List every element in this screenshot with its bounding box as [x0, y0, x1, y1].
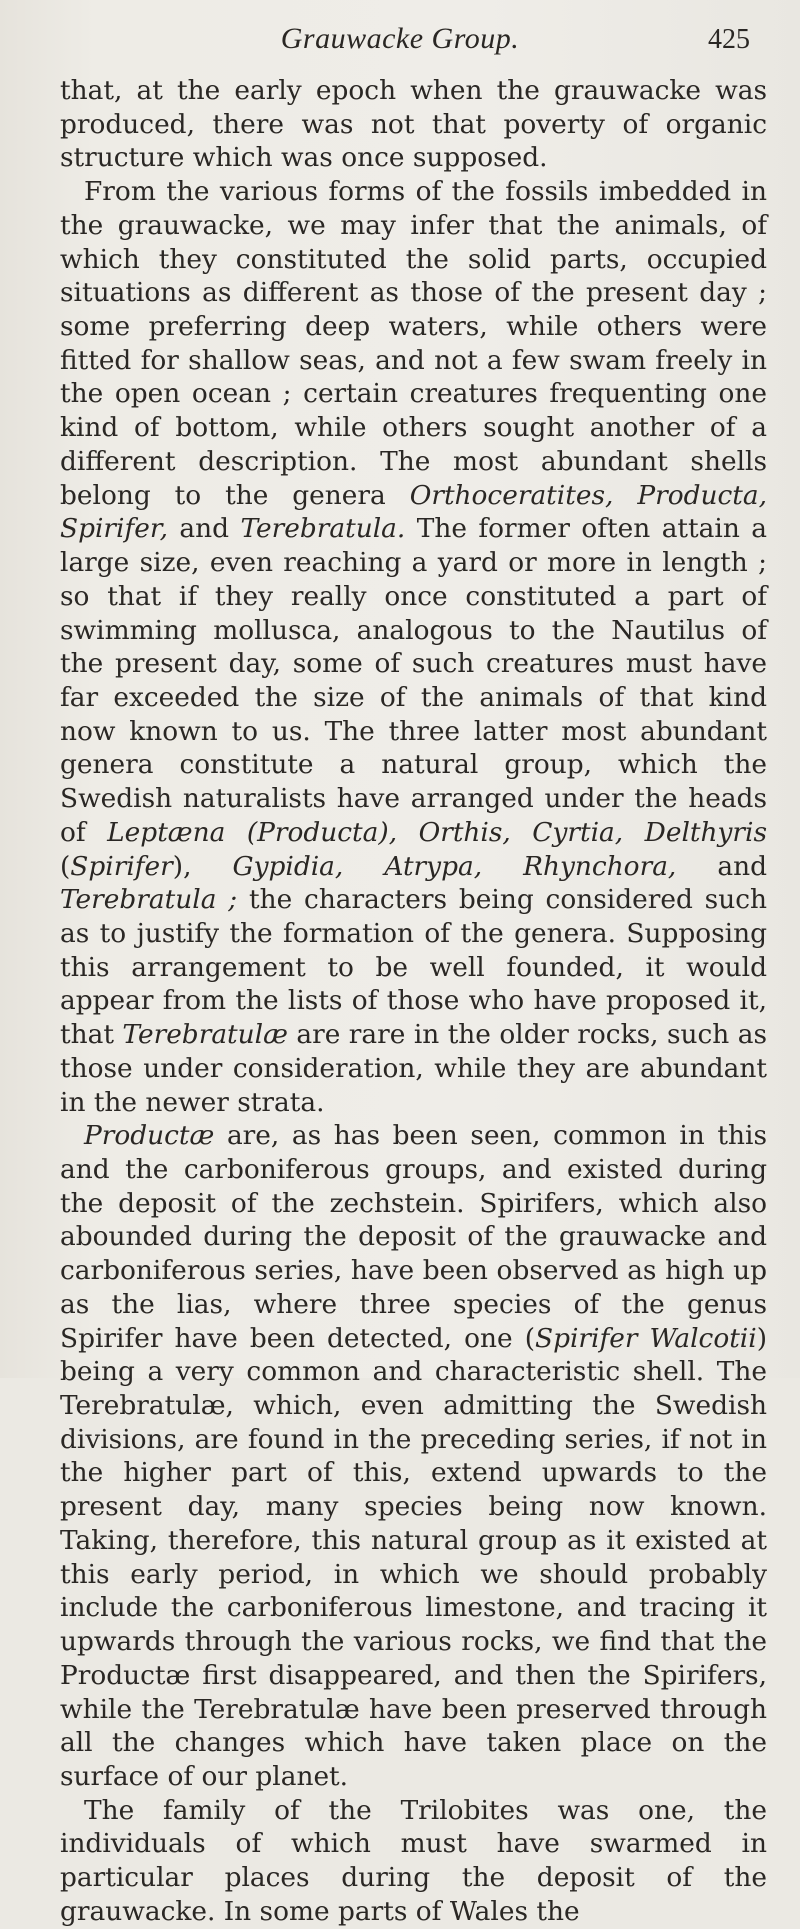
p2-text-3: The former often attain a large size, even reaching a yard or more in length ; so that if they really once constituted a part of swimming mollusca, analogous to the Nautilus of the present day, some of such creatures must have far exceeded the size of the animals of that kind now known to us. The three latter most abundant genera constitute a natural group, which the Swedish naturalists have arranged under the heads of: [60, 513, 767, 848]
p2-genus-terebratula-2: Terebratula ;: [60, 884, 238, 916]
p3-text-1: are, as has been seen, common in this and the carboniferous groups, and existed during the deposit of the zechstein. Spirifers, which also abounded during the deposit of the grauwacke and carboniferous series, have been observed as high up as the lias, where three species of the genus Spirifer have been detected, one (: [60, 1120, 767, 1354]
p2-text-7: the characters being considered such as to justify the formation of the genera. Supposing this arrangement to be well founded, it would appear from the lists of those who have proposed it, that: [60, 884, 767, 1051]
page-number: 425: [708, 24, 750, 55]
paragraph-3: [60, 1119, 767, 1793]
p2-text-2: and: [167, 513, 241, 545]
p2-text-6: and: [676, 850, 767, 882]
paragraph-1: that, at the early epoch when the grauwacke was produced, there was not that poverty of organic structure which was once supposed.: [60, 75, 767, 174]
paragraph-4: The family of the Trilobites was one, the individuals of which must have swarmed in particular places during the deposit of the grauwacke. In some parts of Wales the: [60, 1794, 767, 1927]
page-header: [0, 22, 800, 62]
p2-text-8: are rare in the older rocks, such as those under consideration, while they are abundant in the newer strata.: [60, 1019, 767, 1118]
p3-species-walcotii: Spirifer Walcotii: [535, 1322, 757, 1354]
p2-genus-terebratulae: Terebratulæ: [122, 1019, 288, 1051]
p2-genus-list-1: Orthoceratites, Producta, Spirifer,: [60, 479, 767, 545]
p2-genus-spirifer: Spirifer: [70, 850, 173, 882]
body-text: [60, 74, 767, 1929]
p2-genus-list-2: Leptæna (Producta), Orthis, Cyrtia, Delthyris: [107, 816, 767, 848]
p3-text-2: ) being a very common and characteristic shell. The Terebratulæ, which, even admitting the Swedish divisions, are found in the preceding series, if not in the higher part of this, extend upwards to the present day, many species being now known. Taking, therefore, this natural group as it existed at this early period, in which we should probably include the carboniferous limestone, and tracing it upwards through the various rocks, we find that the Productæ first disappeared, and then the Spirifers, while the Terebratulæ have been preserved through all the changes which have taken place on the surface of our planet.: [60, 1322, 767, 1792]
p2-genus-terebratula: Terebratula.: [240, 513, 406, 545]
p2-genus-list-3: Gypidia, Atrypa, Rhynchora,: [232, 850, 677, 882]
p2-text-1: From the various forms of the fossils imbedded in the grauwacke, we may infer that the animals, of which they constituted the solid parts, occupied situations as different as those of the present day ; some preferring deep waters, while others were fitted for shallow seas, and not a few swam freely in the open ocean ; certain creatures frequenting one kind of bottom, while others sought another of a different description. The most abundant shells belong to the genera: [60, 176, 767, 511]
p2-text-4: (: [60, 850, 71, 882]
paragraph-2: [60, 175, 767, 1119]
running-head: Grauwacke Group.: [280, 22, 520, 55]
p3-genus-productae: Productæ: [84, 1120, 215, 1152]
p2-text-5: ),: [172, 850, 233, 882]
